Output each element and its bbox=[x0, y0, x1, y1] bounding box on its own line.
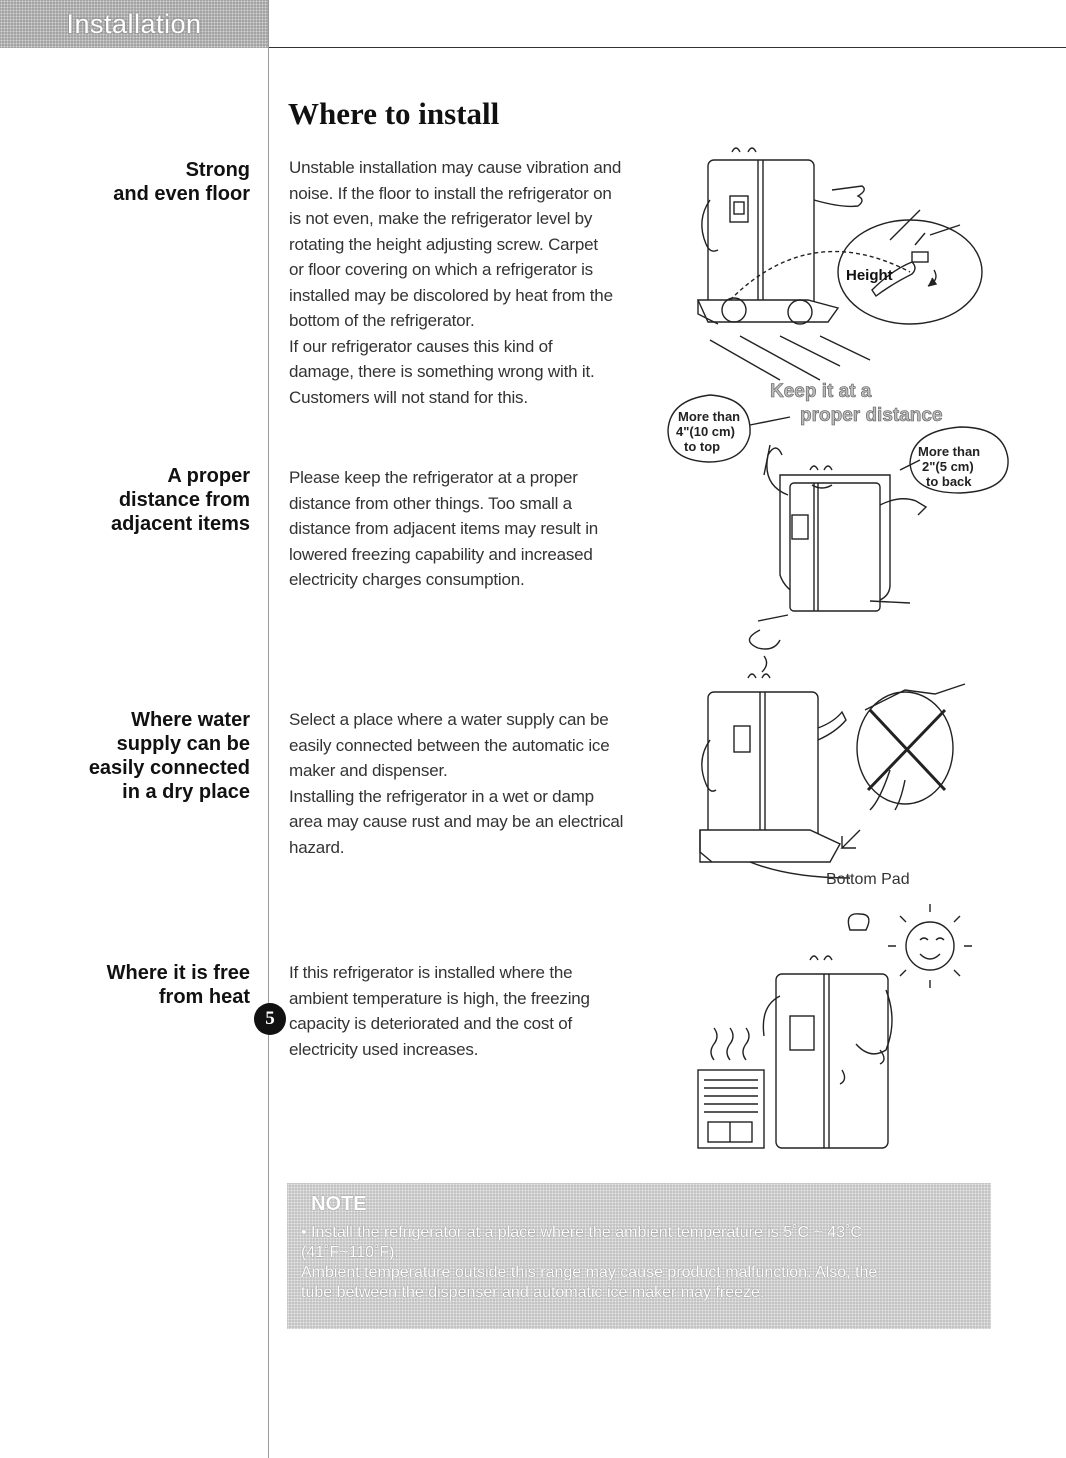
label-bottom-pad: Bottom Pad bbox=[826, 871, 910, 888]
page-title: Where to install bbox=[288, 96, 500, 131]
text-water: Select a place where a water supply can be easily connected between the automatic ice maker and dispenser. Installing the refrigerator in a wet or damp area may cause rust and may be an electrical hazard. bbox=[289, 710, 624, 857]
text-distance: Please keep the refrigerator at a proper distance from other things. Too small a distance from adjacent items may result in lowered freezing capability and increased electricity charges consumption. bbox=[289, 468, 599, 589]
column-divider bbox=[268, 0, 269, 1458]
top-line1: More than bbox=[678, 409, 741, 424]
top-line3: to top bbox=[684, 439, 721, 454]
label-height: Height bbox=[846, 267, 893, 284]
heat-illustration bbox=[690, 900, 980, 1160]
page-number: 5 bbox=[254, 1003, 286, 1035]
heading-heat: Where it is free from heat bbox=[106, 962, 250, 1008]
note-box bbox=[287, 1183, 991, 1329]
header-rule bbox=[268, 47, 1066, 48]
heading-water: Where water supply can be easily connected in a dry place bbox=[88, 709, 250, 803]
section-title: Installation bbox=[66, 8, 202, 39]
back-line1: More than bbox=[918, 444, 981, 459]
water-illustration bbox=[690, 630, 980, 890]
distance-illustration bbox=[660, 365, 1020, 655]
section-tab bbox=[0, 0, 268, 48]
note-title: NOTE bbox=[311, 1193, 367, 1215]
floor-illustration bbox=[690, 140, 990, 380]
heading-distance: A proper distance from adjacent items bbox=[111, 465, 250, 535]
top-line2: 4"(10 cm) bbox=[676, 424, 735, 439]
back-line3: to back bbox=[926, 474, 972, 489]
banner-line1: Keep it at a bbox=[770, 381, 872, 402]
heading-floor: Strong and even floor bbox=[113, 159, 250, 205]
back-line2: 2"(5 cm) bbox=[922, 459, 974, 474]
text-heat: If this refrigerator is installed where the ambient temperature is high, the freezing capacity is deteriorated and the cost of electricity used increases. bbox=[289, 963, 590, 1059]
text-floor: Unstable installation may cause vibration and noise. If the floor to install the refrigerator on is not even, make the refrigerator level by rotating the height adjusting screw. Carpet or floor covering on which a refrigerator is installed may be discolored by heat from the bottom of the refrigerator. If our refrigerator causes this kind of damage, there is something wrong with it. Customers will not stand for this. bbox=[289, 158, 622, 407]
banner-line2: proper distance bbox=[800, 405, 943, 426]
note-text: • Install the refrigerator at a place where the ambient temperature is 5˚C ~ 43˚C (41˚F~110˚F). Ambient temperature outside this range may cause product malfunction. Also, the tube between the dispenser and automatic ice maker may freeze. bbox=[301, 1224, 878, 1301]
